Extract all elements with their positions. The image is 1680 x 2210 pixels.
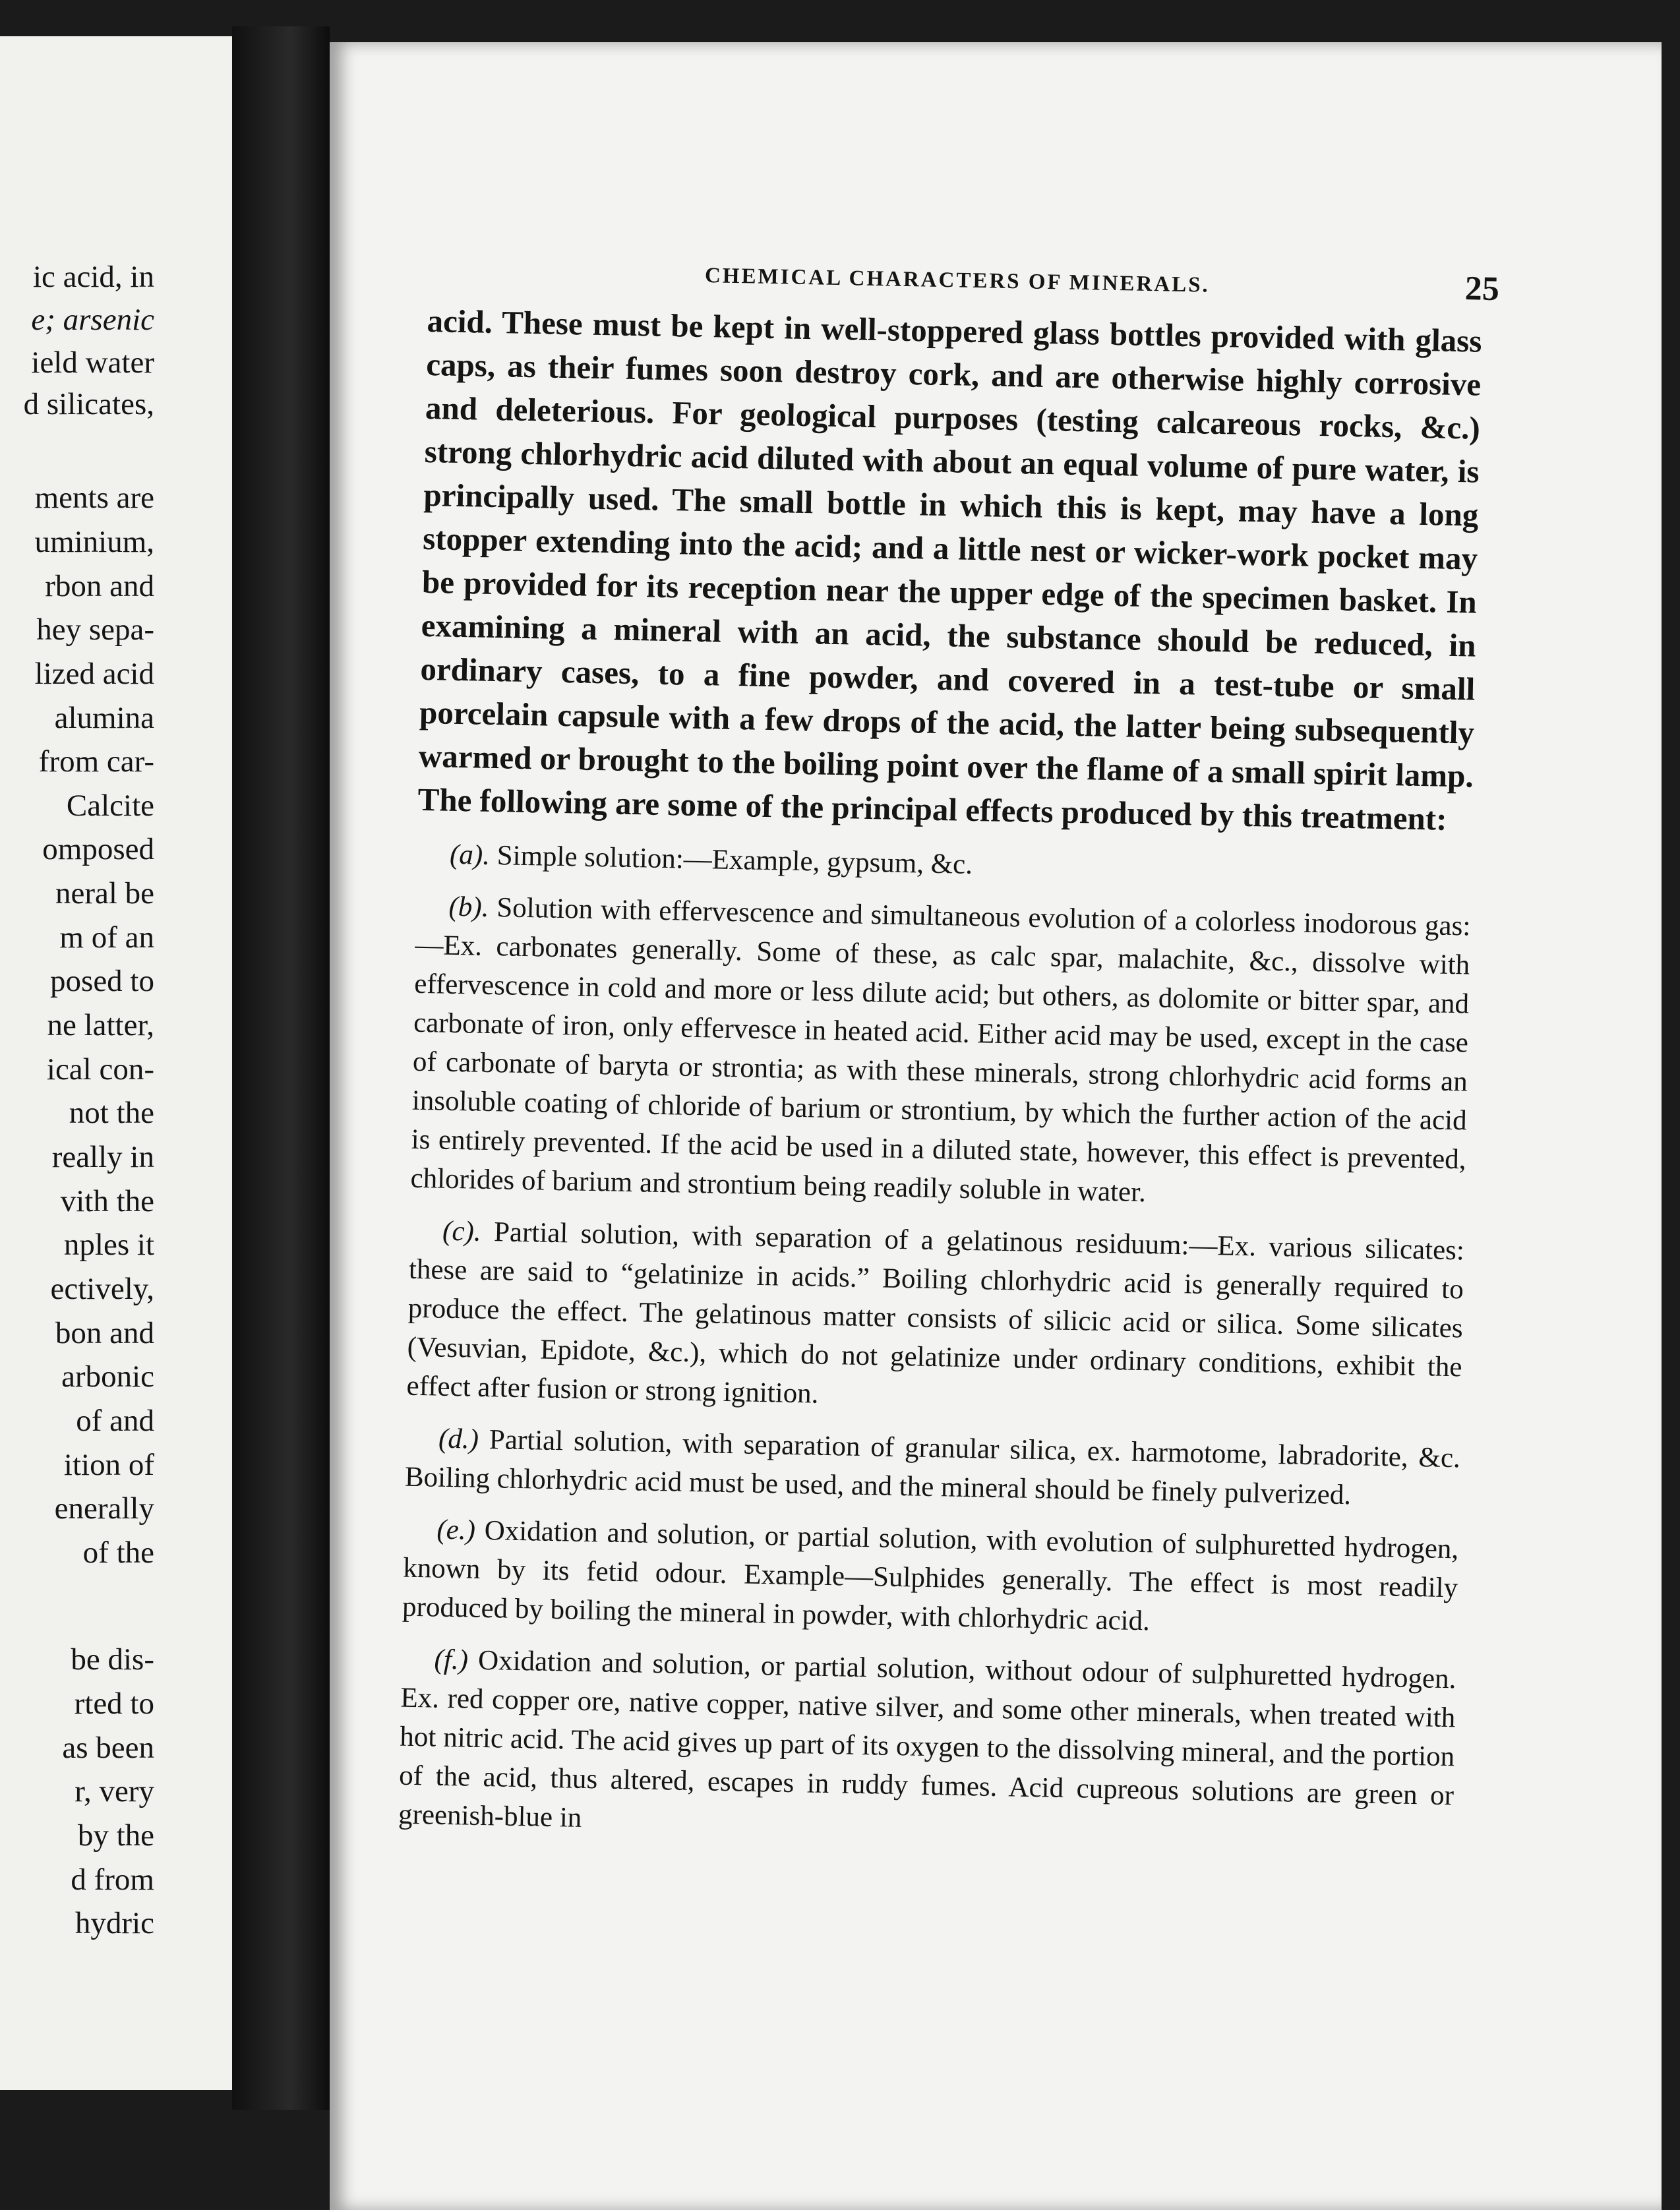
- left-page-line: ition of: [63, 1448, 154, 1482]
- left-page: [0, 36, 232, 2090]
- left-page-line: ic acid, in: [32, 260, 154, 294]
- left-page-line: from car-: [38, 744, 154, 779]
- item-marker: (e.): [436, 1514, 476, 1546]
- left-page-line: enerally: [54, 1491, 154, 1526]
- list-item: [417, 835, 1472, 894]
- left-page-line: as been: [62, 1731, 154, 1765]
- left-page-line: ectively,: [50, 1272, 154, 1306]
- book-gutter: [232, 26, 330, 2110]
- item-marker: (c).: [442, 1215, 482, 1247]
- item-text: Partial solution, with separation of granular silica, ex. harmotome, labradorite, &c. Boiling chlorhydric acid must be used, and the mineral should be finely pulverized.: [404, 1424, 1461, 1511]
- left-page-line: nples it: [63, 1228, 154, 1262]
- left-page-line: Calcite: [66, 789, 154, 823]
- left-page-line: hydric: [75, 1906, 154, 1940]
- left-page-line: be dis-: [71, 1642, 154, 1677]
- left-page-line: r, very: [75, 1774, 154, 1808]
- left-page-line: bon and: [55, 1316, 154, 1350]
- left-page-line: not the: [69, 1096, 154, 1130]
- item-text: Partial solution, with separation of a gelatinous residuum:—Ex. various silicates: these are said to “gelatinize in acids.” Boiling chlorhydric acid is generally required to produce the effect. The gelatinous matter consists of silicic acid or silica. Some silicates (Vesuvian, Epidote, &c.), which do not gelatinize under ordinary conditions, exhibit the effect after fusion or strong ignition.: [406, 1216, 1465, 1410]
- list-item: [410, 887, 1471, 1218]
- list-item: [398, 1640, 1456, 1855]
- right-page: [330, 42, 1662, 2210]
- item-text: Oxidation and solution, or partial solution, without odour of sulphuretted hydrogen. Ex. red copper ore, native copper, native silver, and some other minerals, when treated with hot nitric acid. The acid gives up part of its oxygen to the dissolving mineral, and the portion of the acid, thus altered, escapes in ruddy fumes. Acid cupreous solutions are green or greenish-blue in: [398, 1644, 1456, 1834]
- left-page-line: of the: [82, 1536, 154, 1570]
- left-page-line: m of an: [59, 920, 154, 955]
- left-page-line: ments are: [34, 481, 154, 515]
- left-page-line: uminium,: [34, 525, 154, 559]
- left-page-line: rbon and: [45, 569, 154, 603]
- left-page-line: ne latter,: [47, 1008, 154, 1042]
- item-marker: (f.): [434, 1644, 469, 1676]
- left-page-line: alumina: [54, 701, 154, 735]
- item-marker: (b).: [448, 891, 489, 923]
- left-page-line: rted to: [74, 1687, 154, 1721]
- left-page-line: ical con-: [46, 1052, 154, 1087]
- left-page-line: neral be: [55, 876, 154, 911]
- list-item: [404, 1419, 1460, 1517]
- left-page-line: arbonic: [61, 1359, 154, 1394]
- item-marker: (a).: [449, 839, 491, 871]
- left-page-line: vith the: [60, 1184, 154, 1218]
- running-header-title: CHEMICAL CHARACTERS OF MINERALS.: [704, 264, 1211, 297]
- left-page-line: e; arsenic: [31, 303, 154, 337]
- left-page-line: omposed: [42, 832, 154, 866]
- list-item: [406, 1211, 1464, 1426]
- left-page-line: hey sepa-: [36, 612, 154, 647]
- left-page-line: d from: [71, 1863, 154, 1897]
- left-page-line: lized acid: [34, 657, 154, 691]
- left-page-line: of and: [76, 1404, 154, 1438]
- item-text: Solution with effervescence and simultaneous evolution of a colorless inodorous gas:—Ex. carbonates generally. Some of these, as calc spar, malachite, &c., dissolve with effervescence in cold and more or less dilute acid; but others, as dolomite or bitter spar, and carbonate of iron, only effervesce in heated acid. Either acid may be used, except in the case of carbonate of baryta or strontia; as with these minerals, strong chlorhydric acid forms an insoluble coating of chloride of barium or strontium, by which the further action of the acid is entirely prevented. If the acid be used in a diluted state, however, this effect is prevented, chlorides of barium and strontium being readily soluble in water.: [410, 892, 1471, 1209]
- page-content: [398, 240, 1500, 1854]
- left-page-line: by the: [77, 1818, 154, 1853]
- left-page-line: posed to: [50, 964, 154, 998]
- intro-paragraph: acid. These must be kept in well-stoppered glass bottles provided with glass caps, as their fumes soon destroy cork, and are otherwise highly corrosive and deleterious. For geological purposes (testing calcareous rocks, &c.) strong chlorhydric acid diluted with about an equal volume of pure water, is principally used. The small bottle in which this is kept, may have a long stopper extending into the acid; and a little nest or wicker-work pocket may be provided for its reception near the upper edge of the specimen basket. In examining a mineral with an acid, the substance should be reduced, in ordinary cases, to a fine powder, and covered in a test-tube or small porcelain capsule with a few drops of the acid, the latter being subsequently warmed or brought to the boiling point over the flame of a small spirit lamp. The following are some of the principal effects produced by this treatment:: [417, 302, 1482, 837]
- item-text: Oxidation and solution, or partial solution, with evolution of sulphuretted hydrogen, known by its fetid odour. Example—Sulphides generally. The effect is most readily produced by boiling the mineral in powder, with chlorhydric acid.: [402, 1514, 1459, 1637]
- item-text: Simple solution:—Example, gypsum, &c.: [496, 840, 973, 881]
- left-page-line: really in: [51, 1140, 154, 1174]
- left-page-line: d silicates,: [23, 387, 154, 421]
- page-number: 25: [1464, 270, 1500, 309]
- list-item: [402, 1510, 1459, 1647]
- item-marker: (d.): [438, 1423, 479, 1455]
- left-page-line: ield water: [31, 345, 154, 380]
